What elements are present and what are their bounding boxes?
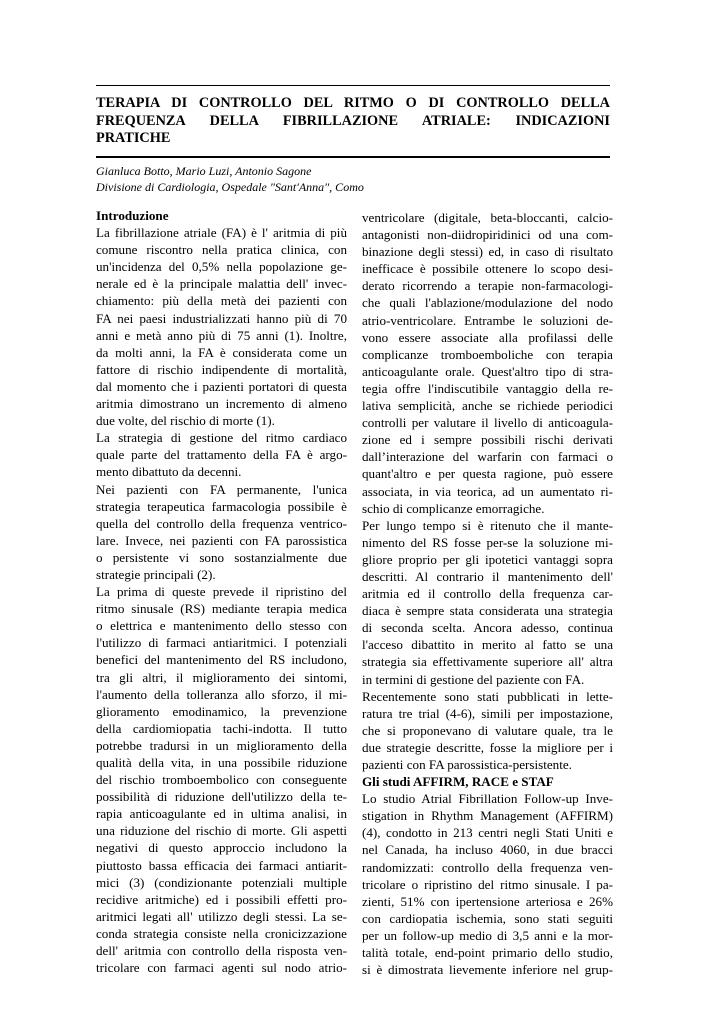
text-line: strategie principali (2). (96, 566, 216, 582)
text-line: della cardiomiopatia tachi-indotta. Il tutto (96, 720, 347, 736)
text-line: negativi di questo approccio includono la (96, 840, 347, 856)
text-line: talità totale, end-point primario dello studio, (362, 945, 613, 961)
text-line: aritmici legati all' utilizzo degli stessi. La se- (96, 908, 347, 924)
text-line: fattore di rischio indipendente di mortalità, (96, 361, 347, 377)
text-line: recidive aritmiche) ed i possibili effetti pro- (96, 891, 347, 907)
text-line: anticoagulante orale. Quest'altro tipo di stra- (362, 363, 613, 379)
text-line: atrio-ventricolare. Entrambe le soluzioni de- (362, 312, 613, 328)
text-line: quella del controllo della frequenza ventrico- (96, 515, 347, 531)
text-line: ratura tre trial (4-6), simili per impostazione, (362, 705, 613, 721)
text-line: vono essere associate alla profilassi delle (362, 329, 613, 345)
text-line: o elettrica e mantenimento dello stesso con (96, 618, 347, 634)
text-line: del rischio tromboembolico con conseguente (96, 772, 347, 788)
text-line: qualità della vita, in una possibile riduzione (96, 755, 347, 770)
text-line: lativa semplicità, anche se richiede periodici (362, 398, 613, 414)
text-line: dell' aritmia con controllo della risposta ven- (96, 943, 347, 959)
text-line: lare. Invece, nei pazienti con FA parossistica (96, 532, 347, 548)
text-line: due volte, del rischio di morte (1). (96, 413, 275, 429)
text-line: l'aumento della tolleranza allo sforzo, il mi- (96, 686, 347, 702)
text-line: rapia anticoagulante ed in ultima analisi, in (96, 806, 347, 822)
text-line: piuttosto bassa efficacia dei farmaci antiarit- (96, 857, 347, 873)
text-line: randomizzati: controllo della frequenza ven- (362, 859, 613, 875)
text-line: glioramento emodinamico, la prevenzione (96, 703, 347, 719)
text-line: controlli per valutare il livello di anticoagula- (362, 415, 613, 431)
text-line: mento dibattuto da decenni. (96, 464, 242, 480)
text-line: quale parte del trattamento della FA è argo- (96, 447, 347, 463)
text-line: una riduzione del rischio di morte. Gli aspetti (96, 823, 347, 839)
text-line: Recentemente sono stati pubblicati in lette- (362, 688, 613, 704)
text-line: potrebbe tradursi in un miglioramento della (96, 737, 347, 753)
text-line: in termini di gestione del paziente con FA. (362, 671, 585, 687)
text-line: si è dimostrata lievemente inferiore nel grup- (362, 962, 613, 978)
text-line: binazione degli stessi) ed, in caso di risultato (362, 244, 613, 260)
text-line: zione ed i sempre possibili rischi derivati (362, 432, 613, 448)
section-heading: Introduzione (96, 208, 169, 223)
text-line: ritmo sinusale (RS) mediante terapia medica (96, 601, 347, 617)
title-rule (96, 156, 610, 158)
text-line: strategia terapeutica farmacologia possibile è (96, 498, 347, 514)
section-heading: Gli studi AFFIRM, RACE e STAF (362, 774, 554, 790)
text-line: due strategie descritte, fosse la migliore per i (362, 739, 613, 755)
text-line: quant'altro e per questa ragione, può essere (362, 466, 613, 482)
text-line: conda strategia consiste nella cronicizzazione (96, 925, 347, 941)
text-line: zienti, 51% con ipertensione arteriosa e 26% (362, 893, 613, 909)
title-line: FREQUENZA DELLA FIBRILLAZIONE ATRIALE: INDICAZIONI (96, 112, 610, 129)
text-line: inefficace è possibile ottenere lo scopo desi- (362, 261, 613, 277)
authors: Gianluca Botto, Mario Luzi, Antonio Sagone (96, 164, 312, 178)
left-column (96, 207, 347, 976)
text-line: possibilità di riduzione dell'utilizzo della te- (96, 789, 347, 805)
text-line: benefici del mantenimento del RS includono, (96, 652, 347, 668)
title-line: TERAPIA DI CONTROLLO DEL RITMO O DI CONTROLLO DELLA (96, 95, 610, 111)
top-rule (96, 85, 610, 86)
text-line: tra gli altri, il miglioramento dei sintomi, (96, 669, 347, 685)
text-line: tegia offre l'indiscutibile vantaggio della re- (362, 380, 613, 396)
title-line: PRATICHE (96, 130, 171, 147)
text-line: FA nei paesi industrializzati hanno più di 70 (96, 310, 347, 326)
text-line: chiamento: più della metà dei pazienti con (96, 293, 347, 309)
text-line: Lo studio Atrial Fibrillation Follow-up Inve- (362, 791, 613, 807)
text-line: comune riscontro nella pratica clinica, con (96, 242, 347, 258)
text-line: pazienti con FA parossistica-persistente. (362, 757, 572, 772)
text-line: aritmia ed il controllo della frequenza car- (362, 586, 613, 602)
text-line: Per lungo tempo si è ritenuto che il mante- (362, 517, 613, 533)
text-line: di seconda scelta. Ancora adesso, continua (362, 620, 613, 636)
affiliation: Divisione di Cardiologia, Ospedale "Sant'Anna", Como (96, 179, 364, 194)
text-line: ventricolare (digitale, beta-bloccanti, calcio- (362, 210, 613, 225)
text-line: nel Canada, ha incluso 4060, in due bracci (362, 842, 613, 858)
text-line: descritti. Al contrario il mantenimento dell' (362, 568, 613, 584)
text-line: La fibrillazione atriale (FA) è l' aritmia di più (96, 225, 347, 241)
text-line: dall’interazione del warfarin con farmaci o (362, 449, 613, 465)
text-line: che quali l'ablazione/modulazione del nodo (362, 295, 613, 311)
text-line: derato ricorrendo a terapie non-farmacologi- (362, 278, 613, 294)
text-line: (4), condotto in 213 centri negli Stati Uniti e (362, 825, 613, 841)
text-line: complicanze tromboemboliche con terapia (362, 346, 613, 362)
text-line: gliore proprio per gli ipotetici vantaggi sopra (362, 551, 613, 567)
text-line: l'utilizzo di farmaci antiaritmici. I potenziali (96, 635, 347, 651)
text-line: l'acceso dibattito in merito al fatto se una (362, 637, 613, 653)
text-line: con cardiopatia ischemia, sono stati seguiti (362, 910, 613, 926)
text-line: schio di complicanze emorragiche. (362, 500, 545, 516)
text-line: antagonisti non-diidropiridinici od una com- (362, 227, 613, 243)
text-line: associata, in via teorica, ad un aumentato ri- (362, 483, 613, 499)
text-line: tricolare o ripristino del ritmo sinusale. I pa- (362, 876, 613, 892)
text-line: o persistente vi sono sostanzialmente due (96, 549, 347, 565)
text-line: La prima di queste prevede il ripristino del (96, 584, 347, 600)
article-title (96, 95, 610, 148)
text-line: un'incidenza del 0,5% nella popolazione ge- (96, 259, 347, 275)
text-line: per un follow-up medio di 3,5 anni e la mor- (362, 927, 613, 943)
text-line: che si proponevano di valutare quale, tra le (362, 722, 613, 738)
text-line: anni e metà anno più di 75 anni (1). Inoltre, (96, 327, 347, 343)
author-block (96, 164, 610, 195)
text-line: strategia sia effettivamente superiore all' altra (362, 654, 613, 670)
text-line: nimento del RS fosse per-se la soluzione mi- (362, 534, 613, 550)
text-line: da molti anni, la FA è considerata come un (96, 344, 347, 360)
text-line: stigation in Rhythm Management (AFFIRM) (362, 808, 613, 824)
text-line: La strategia di gestione del ritmo cardiaco (96, 430, 347, 446)
text-line: diaca è sempre stata considerata una strategia (362, 603, 613, 619)
text-line: dal momento che i pazienti portatori di questa (96, 378, 347, 394)
text-line: tricolare con farmaci agenti sul nodo atrio- (96, 960, 347, 976)
right-column (362, 209, 613, 978)
text-line: nerale ed è la principale malattia dell' invec- (96, 276, 347, 292)
text-line: mici (3) (condizionante potenziali multiple (96, 874, 347, 890)
text-line: aritmia dimostrano un incremento di almeno (96, 396, 347, 412)
text-line: Nei pazienti con FA permanente, l'unica (96, 481, 347, 497)
